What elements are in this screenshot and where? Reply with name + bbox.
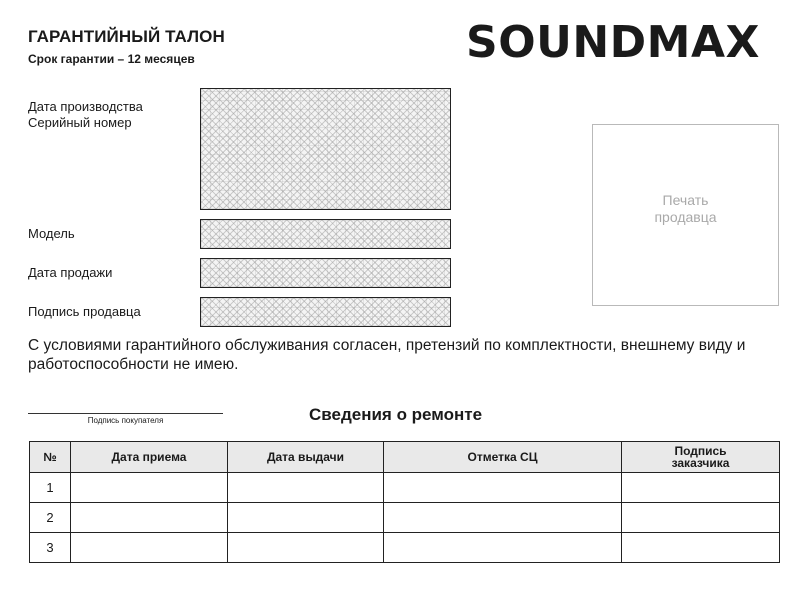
issued-date-cell[interactable] <box>228 473 384 503</box>
table-row <box>30 503 780 533</box>
service-mark-cell[interactable] <box>384 503 622 533</box>
table-row <box>30 533 780 563</box>
seller-stamp-box[interactable] <box>592 124 779 306</box>
brand-logo: SOUNDMAX <box>466 17 760 68</box>
repairs-table <box>29 441 780 563</box>
seller-signature-field[interactable] <box>200 297 451 327</box>
issued-date-cell[interactable] <box>228 533 384 563</box>
column-header-customer-signature <box>622 442 780 473</box>
issued-date-cell[interactable] <box>228 503 384 533</box>
received-date-cell[interactable] <box>71 473 228 503</box>
received-date-cell[interactable] <box>71 503 228 533</box>
customer-signature-cell[interactable] <box>622 473 780 503</box>
column-header-number: № <box>30 442 71 473</box>
production-serial-field[interactable] <box>200 88 451 210</box>
serial-number-label: Серийный номер <box>28 115 132 130</box>
column-header-issued-date: Дата выдачи <box>228 442 384 473</box>
customer-signature-cell[interactable] <box>622 503 780 533</box>
page-title: ГАРАНТИЙНЫЙ ТАЛОН <box>28 27 225 46</box>
seller-signature-label: Подпись продавца <box>28 304 141 319</box>
repairs-header-row <box>30 442 780 473</box>
model-field[interactable] <box>200 219 451 249</box>
service-mark-cell[interactable] <box>384 533 622 563</box>
column-header-service-mark: Отметка СЦ <box>384 442 622 473</box>
service-mark-cell[interactable] <box>384 473 622 503</box>
column-header-customer-signature-text: Подпись заказчика <box>671 444 730 470</box>
seller-stamp-label: Печать продавца <box>654 192 717 225</box>
model-label: Модель <box>28 226 75 241</box>
buyer-signature-line[interactable] <box>28 413 223 414</box>
received-date-cell[interactable] <box>71 533 228 563</box>
row-number: 2 <box>30 503 71 533</box>
sale-date-field[interactable] <box>200 258 451 288</box>
warranty-period: Срок гарантии – 12 месяцев <box>28 52 195 66</box>
sale-date-label: Дата продажи <box>28 265 113 280</box>
row-number: 3 <box>30 533 71 563</box>
repairs-title: Сведения о ремонте <box>309 405 483 424</box>
agreement-text: С условиями гарантийного обслуживания согласен, претензий по комплектности, внешнему виду и работоспособности не имею. <box>28 337 746 373</box>
buyer-signature-caption: Подпись покупателя <box>87 416 164 425</box>
table-row <box>30 473 780 503</box>
column-header-received-date: Дата приема <box>71 442 228 473</box>
customer-signature-cell[interactable] <box>622 533 780 563</box>
production-date-label: Дата производства <box>28 99 143 114</box>
row-number: 1 <box>30 473 71 503</box>
